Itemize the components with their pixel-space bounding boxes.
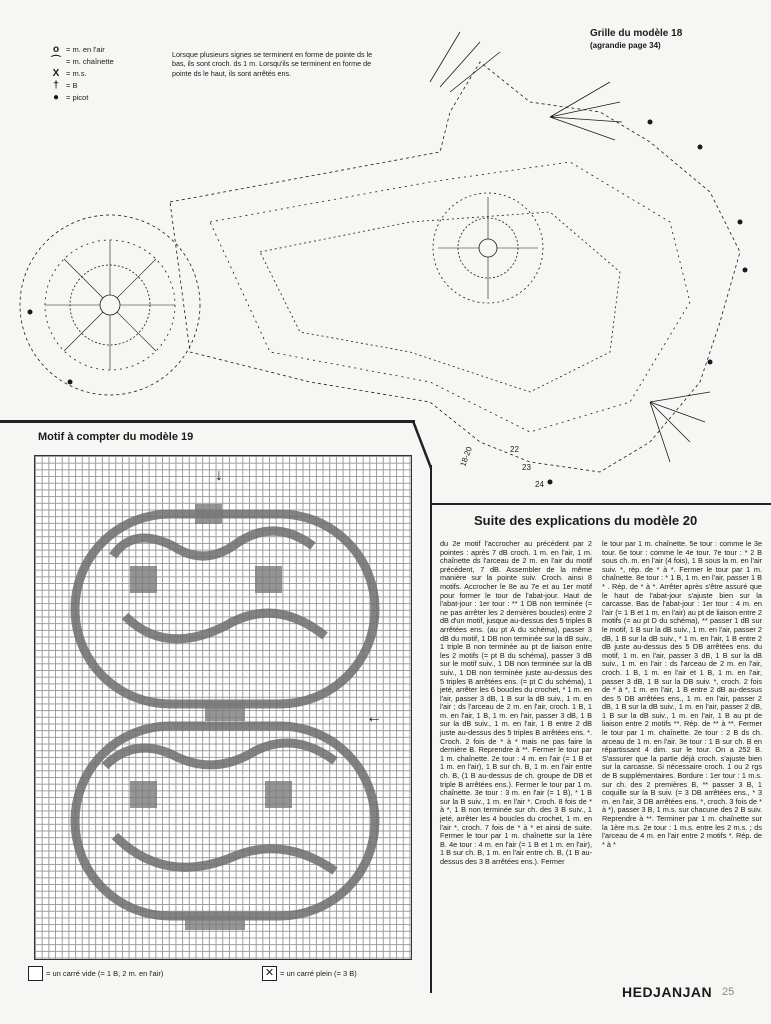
diagram-label: 24 — [535, 480, 544, 489]
stitch-note: Lorsque plusieurs signes se terminent en forme de pointe ds le bas, ils sont croch. ds 1 m. Lorsqu'ils se terminent en forme de pointe ds le haut, ils sont arrêtés ens. — [172, 50, 373, 78]
legend-label: = B — [66, 81, 78, 90]
suite-title: Suite des explications du modèle 20 — [474, 513, 698, 528]
filet-grid-chart — [34, 455, 412, 960]
key-full-square — [262, 966, 357, 981]
empty-square-icon — [28, 966, 43, 981]
legend-label: = m. en l'air — [66, 45, 105, 54]
filet-pattern — [35, 456, 411, 959]
key-empty-square — [28, 966, 163, 981]
dagger-stitch-icon: † — [53, 80, 59, 91]
center-arrow-down-icon: ↓ — [215, 467, 223, 484]
oval-chain-icon: o — [52, 44, 60, 55]
legend-label: = picot — [66, 93, 89, 102]
arc-chain-icon: ⌒ — [51, 56, 61, 67]
motif-title: Motif à compter du modèle 19 — [38, 431, 194, 443]
crossed-square-icon: ✕ — [262, 966, 277, 981]
column-divider — [430, 465, 432, 993]
section-divider-corner — [412, 420, 434, 470]
grille-subtitle: (agrandie page 34) — [590, 41, 661, 50]
grille-title: Grille du modèle 18 — [590, 28, 683, 39]
key-full-label: = un carré plein (= 3 B) — [280, 969, 357, 978]
section-divider — [430, 503, 771, 505]
brand-watermark: HEDJANJAN — [622, 984, 713, 1000]
legend-label: = m. chaînette — [66, 57, 114, 66]
legend-label: = m.s. — [66, 69, 87, 78]
crochet-chart-diagram — [10, 22, 755, 502]
key-empty-label: = un carré vide (= 1 B, 2 m. en l'air) — [46, 969, 164, 978]
x-stitch-icon: X — [52, 68, 60, 79]
center-arrow-left-icon: ← — [366, 709, 382, 726]
diagram-label: 18-20 — [458, 445, 474, 468]
instructions-column-2: le tour par 1 m. chaînette. 5e tour : comme le 3e tour. 6e tour : comme le 4e tour. 7e tour : * 2 B sous ch. m. en l'air (4 fois), 1 B sous la m. en l'air suiv. *, rép. de * à *. Fermer le tour par 1 m. chaînette. 8e tour : * 1 B, 1 m. en l'air, passer 1 B * . Rép. de * à *. Arrêter après s'être assuré que le haut de l'abat-jour s'ajuste bien sur la carcasse. Bas de l'abat-jour : 1er tour : 4 m. en l'air (= 1 B et 1 m. en l'air) au pt de liaison entre 2 motifs (= au pt D du schéma), ** passer 1 dB sur le motif, 1 B sur la dB suiv., 1 m. en l'air, passer 2 dB, 1 B sur la dB suiv., * 1 m. en l'air, 1 B entre 2 dB juste au-dessus des 5 DB arrêtées ens. du motif, 1 m. en l'air, passer 3 dB, 1 B sur la dB suiv., 1 m. en l'air : ds l'arceau de 2 m. en l'air, croch. 1 B, 1 m. en l'air et 1 B, 1 m. en l'air, passer 3 dB, 1 B sur la DB suiv. *, croch. 2 fois de * à *, 1 m. en l'air, 1 B entre 2 dB au-dessus des 5 DB arrêtées ens., 1 m. en l'air, passer 2 dB, 1 B sur la dB suiv., 1 m. en l'air, passer 2 dB, 1 B sur la dB suiv., 1 m. en l'air, 1 B au pt de liaison entre 2 motifs **. Rép. de ** à **. Fermer le tour par 1 m. chaînette. 2e tour : 2 B ds ch. arceau de 1 m. en l'air. 3e tour : 1 B sur ch. B en répartissant 4 dim. sur le tour. On a 252 B. S'assurer que la partie déjà croch. s'ajuste bien sur la carcasse. Si nécessaire croch. 1 ou 2 rgs de B supplémentaires. Bordure : 1er tour : 1 m.s. sur ch. des 2 premières B, ** passer 3 B, 1 coquille sur la B suiv. (= 3 DB arrêtées ens., * 3 m. en l'air, 3 DB arrêtées ens. *, croch. 3 fois de * à *), passer 3 B, 1 m.s. sur chacune des 2 B suiv. Reprendre à **. Terminer par 1 m. chaînette sur la 1ère m.s. 2e tour : 1 m.s. entre les 2 m.s. ; ds l'arceau de 4 m. en l'air entre 2 motifs *. Rép. de * à * — [602, 539, 762, 849]
page-number: 25 — [722, 986, 735, 998]
instructions-column-1: du 2e motif l'accrocher au précédent par 2 pointes : après 7 dB croch. 1 m. en l'air, 1 m. chaînette ds l'arceau de 2 m. en l'air du motif précédent, 7 dB. Assembler de la même manière sur la pointe suiv. Croch. ainsi 8 motifs. Accrocher le 8e au 7e et au 1er motif pour former le tour de l'abat-jour. Haut de l'abat-jour : 1er tour : ** 1 DB non terminée (= ne pas arrêter les 2 dernières boucles) entre 2 dB d'un motif, jusque au-dessus des 5 triples B arrêtées ens. (au pt A du schéma), passer 3 dB du motif, 1 DB non terminée sur la dB suiv., 1 triple B non terminée au pt de liaison entre les 2 motifs (= pt B du schéma), passer 3 dB sur le motif suiv., 1 DB non terminée sur la dB suiv., 1 DB non terminée juste au-dessus des 5 triples B arrêtées ens. (= pt C du schéma), 1 jeté, arrêter les 6 boucles du crochet, * 1 m. en l'air, passer 3 dB, 1 B sur la dB suiv., 1 m. en l'air ; ds l'arceau de 2 m. en l'air, croch. 1 B, 1 m. en l'air, 1 B, 1 m. en l'air, passer 3 dB, 1 B sur la dB suiv., 1 m. en l'air, 1 B entre 2 dB juste au-dessus des 5 triples B arrêtées ens. *. Croch. 2 fois de * à * mais ne pas faire la dernière B. Reprendre à **. Fermer le tour par 1 m. chaînette. 2e tour : 4 m. en l'air (= 1 B et 1 m. en l'air), 1 B sur ch. B, 1 m. en l'air entre ch. B, (1 B au-dessus de ch. groupe de DB et triple B arrêtées ens.). Fermer le tour par 1 m. chaînette. 3e tour : 3 m. en l'air (= 1 B), * 1 B sur la B suiv., 1 m. en l'air *. Croch. 8 fois de * à *, 1 B non terminée sur ch. des 3 B suiv., 1 jeté, arrêter les 4 boucles du crochet, 1 m. en l'air *, croch. 7 fois de * à * et ainsi de suite. Fermer le tour par 1 m. chaînette sur la 1ère B. 4e tour : 4 m. en l'air (= 1 B et 1 m. en l'air), 1 B sur ch. B, 1 m. en l'air entre ch. B, (1 B au-dessus des 3 B arrêtées ens.). Fermer — [440, 539, 592, 866]
dot-picot-icon: ● — [52, 92, 60, 103]
diagram-label: 22 — [510, 445, 519, 454]
section-divider — [0, 420, 415, 423]
diagram-label: 23 — [522, 463, 531, 472]
